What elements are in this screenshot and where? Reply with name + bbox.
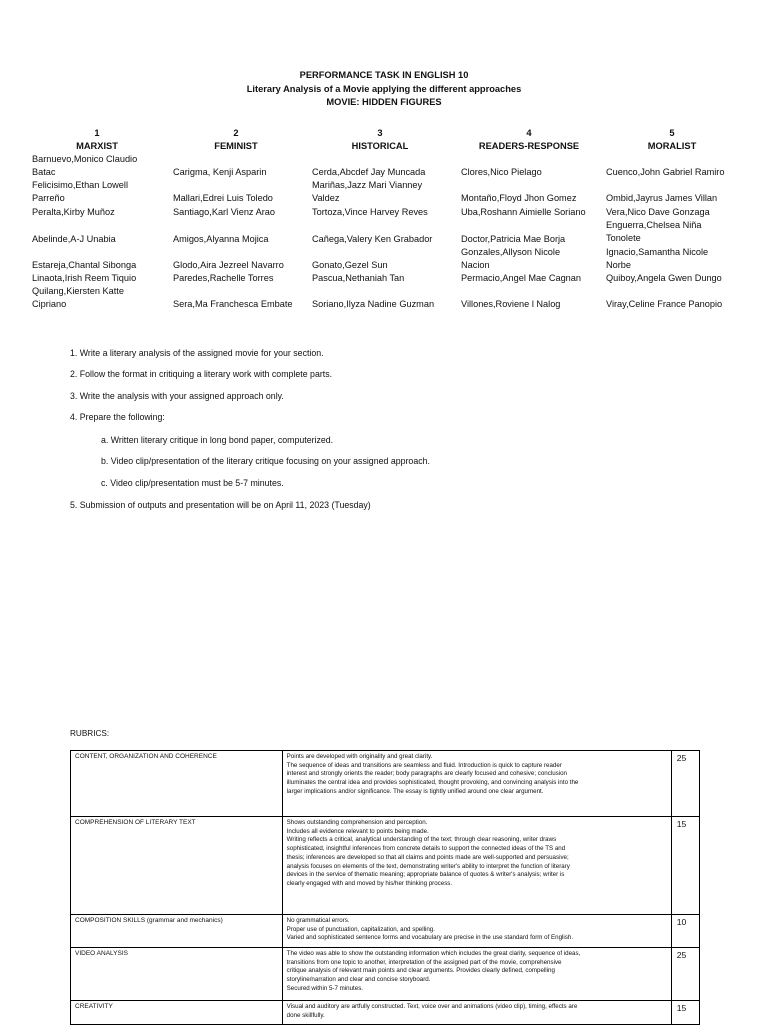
member-name-line: Cañega,Valery Ken Grabador — [312, 234, 433, 244]
member-name — [312, 272, 404, 285]
member-name — [461, 298, 560, 311]
header-movie: MOVIE: HIDDEN FIGURES — [326, 97, 442, 107]
group-number: 4 — [526, 128, 532, 138]
member-name-line: Enguerra,Chelsea Niña — [606, 220, 702, 230]
member-name — [32, 272, 136, 285]
member-name-line: Doctor,Patricia Mae Borja — [461, 234, 566, 244]
member-name-line: Abelinde,A-J Unabia — [32, 234, 116, 244]
instruction-item: 4. Prepare the following: — [70, 412, 165, 422]
description-line: Points are developed with originality and great clarity. — [286, 753, 433, 760]
member-name-line: Soriano,Ilyza Nadine Guzman — [312, 299, 435, 309]
member-name-line: Felicisimo,Ethan Lowell — [32, 180, 128, 190]
member-name-line: Vera,Nico Dave Gonzaga — [606, 207, 710, 217]
header-subtitle: Literary Analysis of a Movie applying the different approaches — [246, 83, 522, 94]
table-row — [71, 817, 700, 915]
description-line: Secured within 5-7 minutes. — [286, 984, 364, 992]
member-name-line: Viray,Celine France Panopio — [606, 299, 723, 309]
description-line: larger implications and/or significance. The essay is tightly unified around one clear argument. — [286, 787, 544, 795]
member-name — [606, 298, 722, 311]
member-name-line: Amigos,Alyanna Mojica — [173, 234, 269, 244]
points-cell: 15 — [671, 817, 699, 915]
description-line: Varied and sophisticated sentence forms and vocabulary are precise in the use standard form of English. — [286, 934, 574, 942]
points-cell: 10 — [671, 915, 699, 948]
description-line: Visual and auditory are artfully constructed. Text, voice over and animations (video clip), timing, effects are — [286, 1003, 578, 1010]
member-name — [32, 206, 115, 219]
criterion-cell: COMPREHENSION OF LITERARY TEXT — [71, 817, 283, 915]
group-heading-4 — [454, 127, 604, 153]
member-name — [173, 192, 273, 205]
member-name — [32, 233, 116, 246]
criterion-cell: VIDEO ANALYSIS — [71, 948, 283, 1001]
member-name — [312, 298, 434, 311]
group-number: 5 — [669, 128, 675, 138]
member-name — [606, 246, 708, 273]
criterion-cell: CREATIVITY — [71, 1001, 283, 1025]
member-name-line: Clores,Nico Pielago — [461, 167, 542, 177]
description-cell — [282, 1001, 671, 1025]
member-name-line: Nacion — [461, 260, 490, 271]
group-approach: READERS-RESPONSE — [478, 141, 580, 151]
member-name-line: Cerda,Abcdef Jay Muncada — [312, 167, 426, 177]
description-line: The video was able to show the outstanding information which includes the great clarity, sequence of ideas, — [286, 950, 581, 957]
member-name — [32, 259, 136, 272]
member-name-line: Ignacio,Samantha Nicole — [606, 247, 709, 257]
member-name-line: Carigma, Kenji Asparin — [173, 167, 267, 177]
instruction-subitem: b. Video clip/presentation of the literary critique focusing on your assigned approach. — [101, 456, 430, 466]
group-heading-3 — [305, 127, 455, 153]
member-name — [32, 285, 124, 312]
member-name-line: Permacio,Angel Mae Cagnan — [461, 273, 582, 283]
description-cell — [282, 751, 671, 817]
member-name — [312, 166, 425, 179]
member-name — [173, 233, 269, 246]
member-name — [312, 259, 388, 272]
instruction-item: 1. Write a literary analysis of the assigned movie for your section. — [70, 348, 324, 358]
member-name — [461, 233, 565, 246]
member-name — [312, 179, 422, 206]
member-name — [606, 272, 722, 285]
member-name-line: Cipriano — [32, 299, 67, 310]
member-name-line: Parreño — [32, 193, 65, 204]
description-line: interest and strongly orients the reader; body paragraphs are clearly focused and cohesive; conclusion — [286, 770, 567, 778]
member-name-line: Batac — [32, 167, 56, 178]
rubrics-label: RUBRICS: — [70, 729, 110, 738]
description-line: illuminates the central idea and provides sophisticated, thought provoking, and convincing analysis into the — [286, 779, 579, 787]
description-line: Shows outstanding comprehension and perception. — [286, 819, 428, 826]
member-name — [173, 166, 266, 179]
member-name-line: Peralta,Kirby Muñoz — [32, 207, 115, 217]
group-heading-2 — [161, 127, 311, 153]
member-name-line: Sera,Ma Franchesca Embate — [173, 299, 293, 309]
rubrics-table — [70, 750, 700, 1025]
member-name-line: Uba,Roshann Aimielle Soriano — [461, 207, 586, 217]
member-name — [32, 179, 128, 206]
member-name-line: Quilang,Kiersten Katte — [32, 286, 124, 296]
instruction-item: 3. Write the analysis with your assigned approach only. — [70, 391, 284, 401]
description-line: storyline/narration and clear and concise storyboard. — [286, 976, 431, 984]
member-name-line: Estareja,Chantal Sibonga — [32, 260, 137, 270]
criterion-cell: CONTENT, ORGANIZATION AND COHERENCE — [71, 751, 283, 817]
description-line: devices in the service of thematic meaning; appropriate balance of quotes & writer's analysis; writer is — [286, 871, 565, 879]
member-name — [606, 166, 724, 179]
instruction-item: 5. Submission of outputs and presentation will be on April 11, 2023 (Tuesday) — [70, 500, 371, 510]
description-line: Proper use of punctuation, capitalization, and spelling. — [286, 925, 435, 933]
points-cell: 15 — [671, 1001, 699, 1025]
member-name — [32, 153, 137, 180]
member-name — [606, 219, 702, 246]
member-name-line: Ombid,Jayrus James Villan — [606, 193, 718, 203]
member-name — [461, 192, 576, 205]
description-cell — [282, 915, 671, 948]
member-name — [606, 192, 717, 205]
description-line: Writing reflects a critical, analytical understanding of the text; through clear reasoning, writer draws — [286, 836, 557, 844]
member-name-line: Norbe — [606, 260, 632, 271]
description-line: clearly engaged with and moved by his/her thinking process. — [286, 879, 453, 887]
points-cell: 25 — [671, 948, 699, 1001]
member-name — [461, 272, 581, 285]
member-name — [461, 206, 586, 219]
description-line: analysis focuses on elements of the text, demonstrating writer's ability to interpret the function of literary — [286, 862, 570, 870]
member-name — [461, 166, 542, 179]
description-cell — [282, 817, 671, 915]
criterion-cell: COMPOSITION SKILLS (grammar and mechanics) — [71, 915, 283, 948]
member-name-line: Gonato,Gezel Sun — [312, 260, 388, 270]
group-approach: FEMINIST — [214, 141, 258, 151]
member-name-line: Valdez — [312, 193, 340, 204]
member-name — [173, 298, 293, 311]
group-number: 3 — [377, 128, 383, 138]
member-name-line: Tonolete — [606, 233, 641, 244]
member-name-line: Mariñas,Jazz Mari Vianney — [312, 180, 423, 190]
group-number: 2 — [233, 128, 239, 138]
group-approach: MORALIST — [647, 141, 697, 151]
member-name-line: Montaño,Floyd Jhon Gomez — [461, 193, 577, 203]
description-line: The sequence of ideas and transitions are seamless and fluid. Introduction is quick to capture reader — [286, 761, 562, 769]
table-row — [71, 751, 700, 817]
member-name — [173, 272, 273, 285]
group-heading-5 — [597, 127, 747, 153]
member-name-line: Quiboy,Angela Gwen Dungo — [606, 273, 722, 283]
table-row — [71, 1001, 700, 1025]
member-name — [606, 206, 710, 219]
description-line: sophisticated, insightful inferences from concrete details to support the connected ideas of the TS and — [286, 845, 566, 853]
member-name-line: Villones,Roviene l Nalog — [461, 299, 561, 309]
header-title: PERFORMANCE TASK IN ENGLISH 10 — [299, 70, 469, 80]
member-name-line: Tortoza,Vince Harvey Reves — [312, 207, 428, 217]
instruction-subitem: a. Written literary critique in long bond paper, computerized. — [101, 435, 334, 445]
description-line: critique analysis of relevant main points and clear arguments. Provides clearly defined, compelling — [286, 967, 555, 975]
member-name-line: Cuenco,John Gabriel Ramiro — [606, 167, 725, 177]
table-row — [71, 948, 700, 1001]
member-name-line: Paredes,Rachelle Torres — [173, 273, 274, 283]
member-name-line: Santiago,Karl Vienz Arao — [173, 207, 275, 217]
points-cell: 25 — [671, 751, 699, 817]
member-name — [312, 206, 428, 219]
member-name — [173, 206, 275, 219]
description-cell — [282, 948, 671, 1001]
group-approach: MARXIST — [76, 141, 118, 151]
description-line: thesis; inferences are developed so that all claims and points made are well-supported and persuasive; — [286, 853, 569, 861]
member-name-line: Barnuevo,Monico Claudio — [32, 154, 138, 164]
description-line: No grammatical errors. — [286, 917, 350, 924]
member-name — [312, 233, 432, 246]
member-name — [461, 246, 560, 273]
description-line: done skillfully. — [286, 1011, 325, 1019]
group-number: 1 — [94, 128, 100, 138]
instruction-subitem: c. Video clip/presentation must be 5-7 minutes. — [101, 478, 284, 488]
description-line: Includes all evidence relevant to points being made. — [286, 827, 429, 835]
group-heading-1 — [22, 127, 172, 153]
member-name-line: Gonzales,Allyson Nicole — [461, 247, 561, 257]
document-header — [0, 69, 768, 110]
member-name-line: Mallari,Edrei Luis Toledo — [173, 193, 273, 203]
member-name-line: Glodo,Aira Jezreel Navarro — [173, 260, 284, 270]
member-name — [173, 259, 284, 272]
table-row — [71, 915, 700, 948]
description-line: transitions from one topic to another, interpretation of the assigned part of the movie, comprehensive — [286, 958, 562, 966]
member-name-line: Pascua,Nethaniah Tan — [312, 273, 405, 283]
member-name-line: Linaota,Irish Reem Tiquio — [32, 273, 137, 283]
group-approach: HISTORICAL — [351, 141, 409, 151]
instruction-item: 2. Follow the format in critiquing a literary work with complete parts. — [70, 369, 333, 379]
